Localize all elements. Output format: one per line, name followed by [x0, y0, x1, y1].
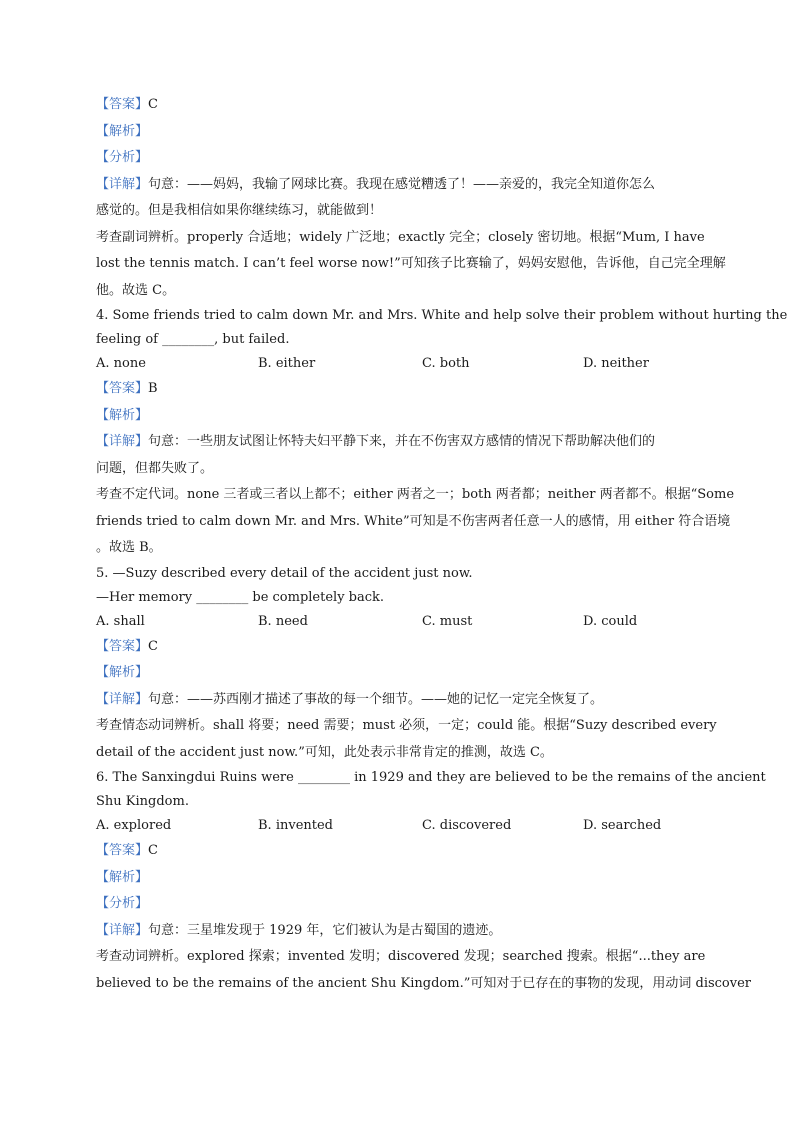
q5-explanation-1: 考查情态动词辨析。shall 将要；need 需要；must 必须，一定；could 能。根据“Suzy described every [96, 718, 717, 733]
q4-detail-line-2: 问题，但都失败了。 [96, 460, 214, 476]
q3-explanation-1: 考查副词辨析。properly 合适地；widely 广泛地；exactly 完全；closely 密切地。根据“Mum, I have [96, 229, 705, 245]
q3-fenxi-line [96, 145, 700, 172]
q4-explanation-2: friends tried to calm down Mr. and Mrs. White”可知是不伤害两者任意一人的感情，用 either 符合语境 [96, 513, 731, 529]
q3-explanation-3: 他。故选 C。 [96, 282, 176, 298]
q4-detail-line-1 [96, 429, 700, 456]
detail-tag: 【详解】 [96, 434, 149, 449]
q5-answer-line [96, 634, 700, 661]
q5-explanation-2: detail of the accident just now.”可知，此处表示非常肯定的推测，故选 C。 [96, 744, 553, 760]
q5-option-d: D. could [583, 613, 638, 629]
document-page [96, 92, 788, 997]
q6-option-d: D. searched [583, 818, 662, 833]
q5-option-c: C. must [422, 613, 473, 629]
q6-options [96, 814, 700, 838]
q4-option-d: D. neither [583, 356, 649, 371]
q4-answer-line [96, 376, 700, 403]
q6-explanation-1: 考查动词辨析。explored 探索；invented 发明；discovered 发现；searched 搜索。根据“...they are [96, 949, 706, 964]
q5-answer: C [148, 638, 158, 654]
q6-option-b: B. invented [258, 818, 333, 833]
q6-analysis-line [96, 865, 700, 892]
q4-explanation-1: 考查不定代词。none 三者或三者以上都不；either 两者之一；both 两者都；neither 两者都不。根据“Some [96, 487, 735, 502]
answer-tag: 【答案】 [96, 381, 149, 396]
q6-option-c: C. discovered [422, 818, 512, 833]
q6-option-a: A. explored [96, 818, 172, 833]
q6-detail-line-1 [96, 918, 700, 945]
q5-analysis-line [96, 660, 700, 687]
q4-analysis-line [96, 403, 700, 430]
detail-tag: 【详解】 [96, 922, 149, 938]
q5-options [96, 610, 700, 634]
q3-detail-line-2: 感觉的。但是我相信如果你继续练习，就能做到！ [96, 203, 383, 218]
q5-detail-line-1 [96, 687, 700, 714]
q4-option-c: C. both [422, 356, 470, 371]
q4-explanation-3: 。故选 B。 [96, 540, 162, 555]
q3-detail-line-1 [96, 172, 700, 199]
q3-answer-line [96, 92, 700, 119]
q3-analysis-line [96, 119, 700, 146]
q3-explanation-2: lost the tennis match. I can’t feel worse now!”可知孩子比赛输了，妈妈安慰他，告诉他，自己完全理解 [96, 256, 726, 271]
q4-option-a: A. none [96, 356, 146, 371]
answer-tag: 【答案】 [96, 638, 149, 654]
answer-tag: 【答案】 [96, 843, 149, 858]
q5-option-b: B. need [258, 613, 308, 629]
q4-stem-1: 4. Some friends tried to calm down Mr. and Mrs. White and help solve their problem without hurting the [96, 308, 788, 323]
q5-stem-2: —Her memory ________ be completely back. [96, 589, 385, 605]
q4-answer: B [148, 381, 158, 396]
fenxi-tag: 【分析】 [96, 896, 149, 911]
q6-fenxi-line [96, 891, 700, 918]
q6-stem-2: Shu Kingdom. [96, 794, 189, 809]
q4-options [96, 352, 700, 376]
analysis-tag: 【解析】 [96, 123, 149, 139]
analysis-tag: 【解析】 [96, 665, 149, 680]
q5-option-a: A. shall [96, 613, 145, 629]
analysis-tag: 【解析】 [96, 407, 149, 423]
analysis-tag: 【解析】 [96, 869, 149, 885]
q6-detail-1: 句意：三星堆发现于 1929 年，它们被认为是古蜀国的遗迹。 [148, 922, 502, 938]
detail-tag: 【详解】 [96, 176, 149, 192]
answer-tag: 【答案】 [96, 97, 149, 112]
q4-detail-1: 句意：一些朋友试图让怀特夫妇平静下来，并在不伤害双方感情的情况下帮助解决他们的 [148, 434, 656, 449]
q6-explanation-2: believed to be the remains of the ancient Shu Kingdom.”可知对于已存在的事物的发现，用动词 discover [96, 975, 752, 991]
detail-tag: 【详解】 [96, 691, 149, 707]
fenxi-tag: 【分析】 [96, 150, 149, 165]
q3-detail-1: 句意：——妈妈，我输了网球比赛。我现在感觉糟透了！——亲爱的，我完全知道你怎么 [148, 176, 656, 192]
q3-answer: C [148, 97, 158, 112]
q4-option-b: B. either [258, 356, 316, 371]
q6-answer-line [96, 838, 700, 865]
q5-stem-1: 5. —Suzy described every detail of the accident just now. [96, 565, 473, 581]
q6-answer: C [148, 843, 158, 858]
q6-stem-1: 6. The Sanxingdui Ruins were ________ in 1929 and they are believed to be the remains of the ancient [96, 770, 766, 785]
q5-detail-1: 句意：——苏西刚才描述了事故的每一个细节。——她的记忆一定完全恢复了。 [148, 691, 604, 707]
q4-stem-2: feeling of ________, but failed. [96, 332, 290, 347]
